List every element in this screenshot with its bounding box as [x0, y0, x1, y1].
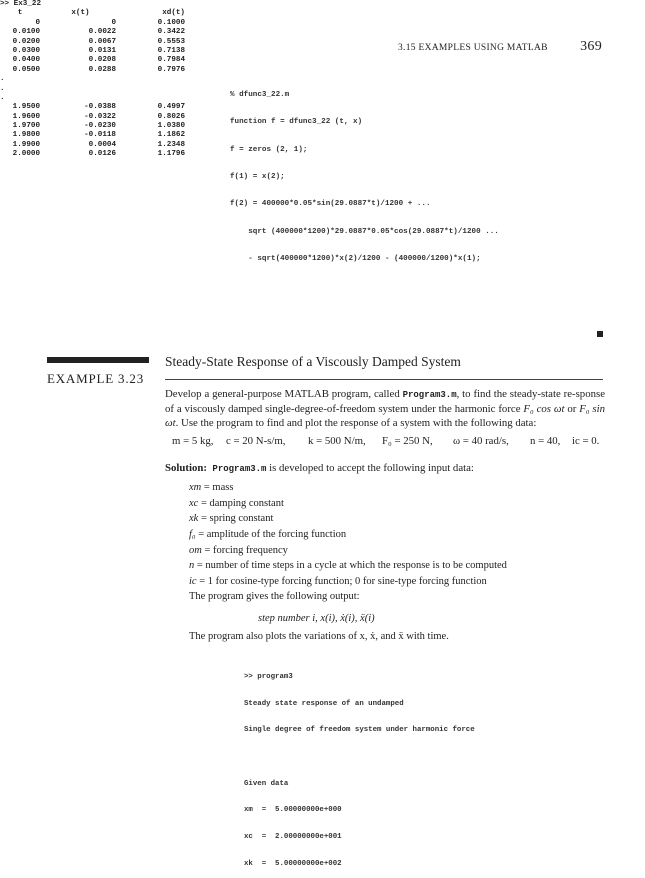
end-of-example-marker — [597, 331, 603, 337]
code-line: xm = 5.00000000e+000 — [244, 806, 342, 815]
header-t: t — [17, 9, 23, 18]
force-cos: F₀ cos ωt — [523, 403, 565, 416]
given-ic: ic = 0. — [572, 435, 600, 447]
list-item: ic = 1 for cosine-type forcing function; 0 for sine-type forcing function — [189, 576, 487, 588]
given-steps: n = 40, — [530, 435, 561, 447]
table-row: 0.0500 0.0288 0.7976 — [12, 65, 185, 74]
code-line — [244, 753, 475, 762]
list-item: xk = spring constant — [189, 513, 274, 525]
list-item: om = forcing frequency — [189, 544, 288, 556]
table-row: 1.9900 0.0004 1.2348 — [12, 140, 185, 149]
section-title: 3.15 EXAMPLES USING MATLAB — [398, 43, 548, 53]
list-item: xm = mass — [189, 482, 234, 493]
code-line: xk = 5.00000000e+002 — [244, 859, 342, 868]
code-line: Given data — [244, 779, 289, 788]
code-line: sqrt (400000*1200)*29.0887*0.05*cos(29.0887*t)/1200 ... — [230, 227, 499, 236]
problem-statement: Develop a general-purpose MATLAB program, called Program3.m, to find the steady-state re-sponse of a viscously damped single-degree-of-freedom system under the harmonic force F₀ cos ωt or F₀ sin ωt. Use the program to find and plot the response of a system with the following data: — [165, 388, 605, 430]
table-row: 0.0100 0.0022 0.3422 — [12, 28, 185, 37]
given-damping: c = 20 N-s/m, — [226, 435, 286, 447]
ellipsis-row: . — [0, 84, 5, 93]
input-list — [189, 480, 507, 590]
code-line: xc = 2.00000000e+001 — [244, 833, 342, 842]
header-x: x(t) — [71, 9, 90, 18]
table-row: 0 0 0.1000 — [35, 18, 185, 27]
code-line: - sqrt(400000*1200)*x(2)/1200 - (400000/1200)*x(1); — [230, 254, 481, 263]
example-title: Steady-State Response of a Viscously Damped System — [165, 354, 461, 369]
code-line: function f = dfunc3_22 (t, x) — [230, 118, 363, 127]
divider — [165, 379, 603, 380]
header-xd: xd(t) — [162, 9, 185, 18]
list-item: f₀ = amplitude of the forcing function — [189, 529, 347, 541]
example-label: EXAMPLE 3.23 — [47, 371, 144, 386]
given-force: F₀ = 250 N, — [382, 435, 433, 447]
list-item: n = number of time steps in a cycle at which the response is to be computed — [189, 560, 507, 572]
code-line: f = zeros (2, 1); — [230, 145, 308, 154]
code-line: f(2) = 400000*0.05*sin(29.0887*t)/1200 + ... — [230, 200, 431, 209]
given-mass: m = 5 kg, — [172, 435, 214, 447]
output-formula: step number i, x(i), ẋ(i), ẍ(i) — [258, 613, 375, 624]
table-row: 1.9700 -0.0230 1.0380 — [12, 122, 185, 131]
table-row: 0.0400 0.0208 0.7984 — [12, 56, 185, 65]
given-stiffness: k = 500 N/m, — [308, 435, 366, 447]
table-header — [0, 9, 260, 18]
output-intro: The program gives the following output: — [189, 591, 360, 602]
table-row: 0.0300 0.0131 0.7138 — [12, 46, 185, 55]
code-line: Single degree of freedom system under harmonic force — [244, 726, 475, 735]
table-row: 1.9500 -0.0388 0.4997 — [12, 103, 185, 112]
table-row: 1.9800 -0.0118 1.1862 — [12, 131, 185, 140]
table-row: 1.9600 -0.0322 0.8026 — [12, 112, 185, 121]
code-line: % dfunc3_22.m — [230, 91, 290, 100]
program-run-output — [244, 655, 475, 878]
ellipsis-row: . — [0, 75, 5, 84]
code-line: >> program3 — [244, 672, 293, 681]
ellipsis-row: . — [0, 93, 5, 102]
list-item: xc = damping constant — [189, 497, 284, 509]
code-line: Steady state response of an undamped — [244, 699, 404, 708]
table-row: 0.0200 0.0067 0.5553 — [12, 37, 185, 46]
example-bar — [47, 357, 149, 363]
page-number: 369 — [580, 39, 602, 54]
solution-label: Solution: — [165, 462, 208, 474]
table-row: 2.0000 0.0126 1.1796 — [12, 150, 185, 159]
force-sin: F₀ sin ωt — [165, 403, 605, 430]
program-name: Program3.m — [402, 390, 457, 400]
running-head — [398, 39, 602, 54]
given-frequency: ω = 40 rad/s, — [453, 435, 509, 447]
plots-text: The program also plots the variations of x, ẋ, and ẍ with time. — [189, 631, 449, 642]
solution-intro: Solution: Program3.m is developed to accept the following input data: — [165, 462, 474, 474]
program-name: Program3.m — [212, 464, 267, 474]
function-code-block — [230, 73, 499, 273]
code-line: f(1) = x(2); — [230, 173, 285, 182]
command-line: >> Ex3_22 — [0, 0, 42, 8]
